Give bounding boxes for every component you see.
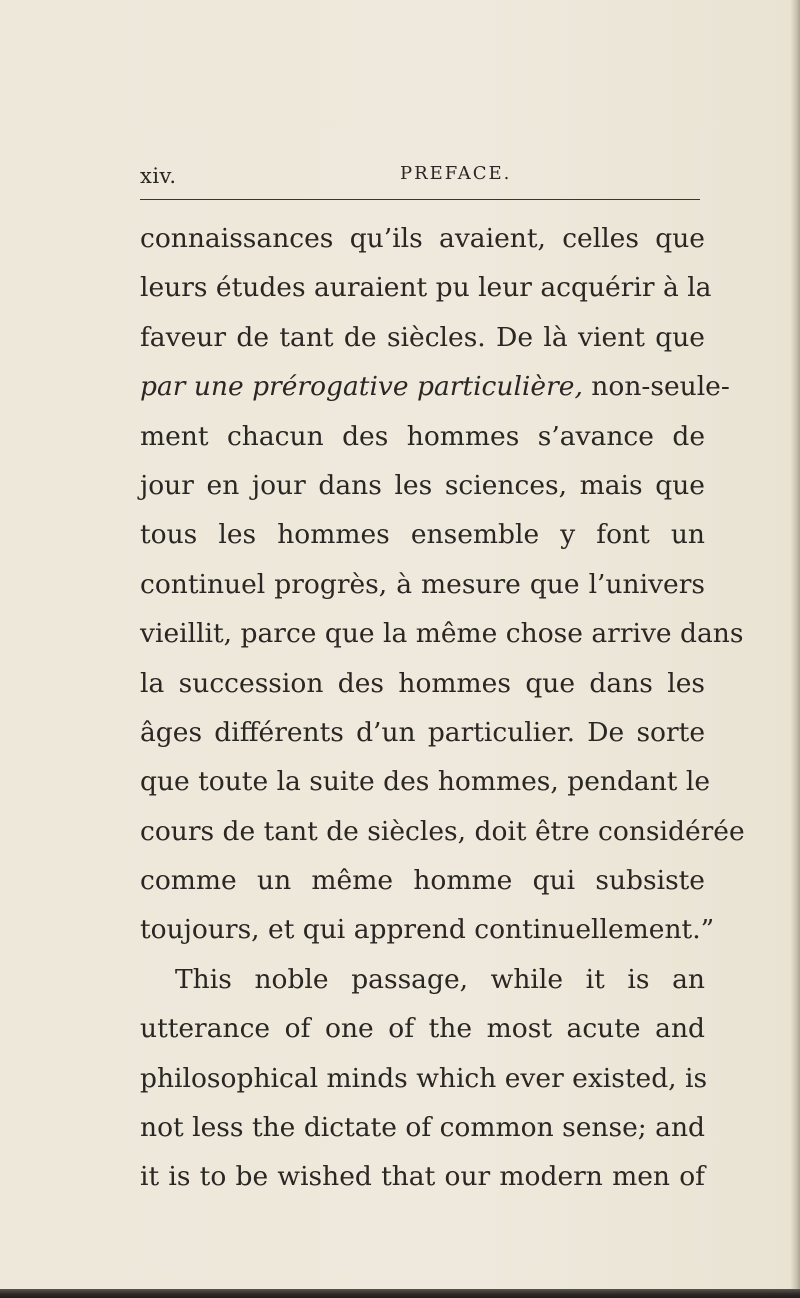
text-line: jour en jour dans les sciences, mais que: [140, 469, 705, 501]
italic-phrase: par une prérogative particulière,: [140, 371, 583, 403]
text-line: tous les hommes ensemble y font un: [140, 519, 705, 551]
page-number: xiv.: [140, 164, 177, 188]
text-line: This noble passage, while it is an: [175, 963, 705, 995]
running-title: PREFACE.: [400, 163, 512, 184]
body-text: [140, 214, 745, 1202]
text-line: continuel progrès, à mesure que l’univers: [140, 568, 705, 600]
text-line: ment chacun des hommes s’avance de: [140, 420, 705, 452]
text-line: la succession des hommes que dans les: [140, 667, 705, 699]
text-line: comme un même homme qui subsiste: [140, 865, 705, 897]
text-line: toujours, et qui apprend continuellement.”: [140, 914, 715, 946]
text-line: connaissances qu’ils avaient, celles que: [140, 223, 705, 254]
text-line: utterance of one of the most acute and: [140, 1013, 705, 1045]
page-bottom-edge: [0, 1289, 800, 1298]
text-line: it is to be wished that our modern men of: [140, 1161, 705, 1193]
text-line: que toute la suite des hommes, pendant le: [140, 766, 711, 798]
text-line: philosophical minds which ever existed, is: [140, 1062, 708, 1094]
header-rule: [140, 199, 700, 200]
text-fragment: non-seule-: [582, 371, 730, 403]
text-line: âges différents d’un particulier. De sorte: [140, 716, 705, 748]
text-line: [140, 362, 730, 411]
text-line: vieillit, parce que la même chose arrive dans: [140, 618, 744, 650]
running-head: [140, 160, 700, 192]
text-line: cours de tant de siècles, doit être considérée: [140, 815, 745, 847]
text-line: faveur de tant de siècles. De là vient que: [140, 321, 705, 353]
text-line: not less the dictate of common sense; and: [140, 1112, 705, 1144]
text-line: leurs études auraient pu leur acquérir à la: [140, 272, 712, 304]
page-edge-shadow: [790, 0, 800, 1298]
